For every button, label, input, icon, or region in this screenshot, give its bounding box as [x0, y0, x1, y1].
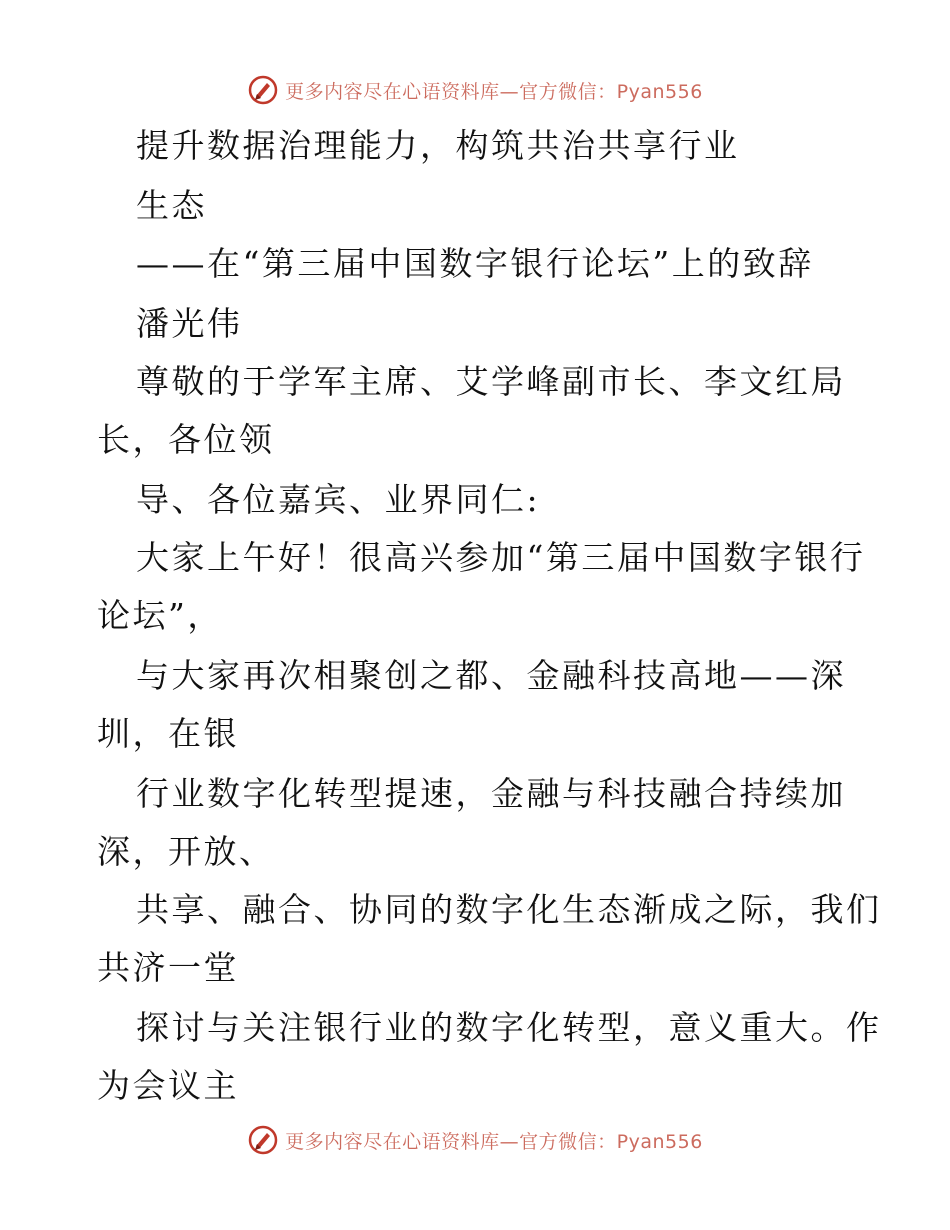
text-line: 大家上午好！很高兴参加“第三届中国数字银行 — [136, 538, 866, 577]
red-pen-logo-icon — [247, 1124, 279, 1156]
watermark-text: 更多内容尽在心语资料库—官方微信：Pyan556 — [285, 80, 703, 103]
header-watermark — [0, 70, 950, 110]
text-line: 探讨与关注银行业的数字化转型，意义重大。作 — [136, 1008, 882, 1047]
text-line: 深，开放、 — [97, 832, 275, 871]
title-line-2: 生态 — [136, 186, 207, 225]
text-line: 行业数字化转型提速，金融与科技融合持续加 — [136, 774, 846, 813]
watermark-text: 更多内容尽在心语资料库—官方微信：Pyan556 — [285, 1130, 703, 1153]
text-line: 为会议主 — [97, 1066, 239, 1105]
text-line: 导、各位嘉宾、业界同仁: — [136, 480, 541, 519]
text-line: 尊敬的于学军主席、艾学峰副市长、李文红局 — [136, 362, 846, 401]
author: 潘光伟 — [136, 304, 243, 343]
text-line: 圳，在银 — [97, 714, 239, 753]
red-pen-logo-icon — [247, 74, 279, 106]
text-line: 长，各位领 — [97, 420, 275, 459]
text-line: 共享、融合、协同的数字化生态渐成之际，我们 — [136, 890, 882, 929]
text-line: 与大家再次相聚创之都、金融科技高地——深 — [136, 656, 846, 695]
text-line: 共济一堂 — [97, 948, 239, 987]
text-line: 论坛”， — [97, 596, 223, 635]
title-line-1: 提升数据治理能力，构筑共治共享行业 — [136, 126, 740, 165]
footer-watermark — [0, 1120, 950, 1160]
subtitle: ——在“第三届中国数字银行论坛”上的致辞 — [136, 244, 814, 283]
